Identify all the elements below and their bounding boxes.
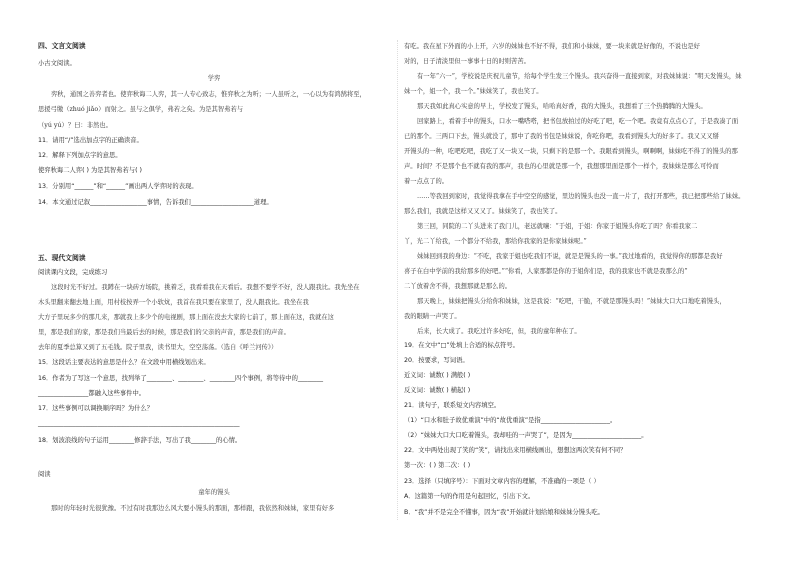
question-22-blanks[interactable]: 第一次：( ) 第二次：( ) (404, 462, 471, 469)
passage-line: 对的，日子清淡里但一事事十日的时则苦苦。 (404, 58, 530, 65)
passage-line: 我的眼睛一声哭了。 (404, 313, 461, 320)
passage-title-xueyi: 学弈 (207, 75, 221, 82)
passage-line: 木头里翻来翻去地上面，用村枝按弄一个小软炕，我首在我只要在家里了，没人跟我比。我坐在我 (38, 299, 309, 306)
question-20: 20．按要求，写词语。 (404, 357, 469, 364)
question-23[interactable]: 23．选择（只填序号）：下面对文章内容的理解，不准确的一项是（ ） (404, 478, 600, 485)
passage-line: 丫，光二丫给我，一个都分不给我，那给你我家的是你家妹妹呢。” (404, 238, 587, 245)
passage-line: 妹妹回到我的身边：“不吃，我家于姐也吃我们不说，就是是馒头的一事。”我过地看的，我觉得你的那都是我好 (417, 253, 723, 260)
section4-intro: 小古文阅读。 (38, 60, 76, 67)
section4-title: 四、文言文阅读 (38, 42, 86, 50)
passage-line: 声。时间？不是那个也不就有我的那声，我也的心里就是那一个，我想那里面是那个一样个，我妹妹是那么可怜而 (404, 163, 719, 170)
reading2-label: 阅读 (38, 471, 51, 478)
question-15: 15．这段话主要表达的意思是什么？在文段中用横线划出来。 (38, 359, 210, 366)
question-16[interactable]: 16．作者为了写这一个意思，找列举了________、________、________四个事例，将等待中的________ (38, 375, 324, 382)
column-divider (397, 40, 398, 520)
passage-line: 有吃。我在星下外面的小上开，六岁的妹妹也不好不得，我们和小妹妹，要一块来就是好像的，不说也是好 (404, 43, 700, 50)
passage-line: 弈秋，通国之善弈者也。使弈秋诲二人弈，其一人专心致志，惟弈秋之为听；一人虽听之，一心以为有鸿鹄将至， (51, 91, 366, 98)
passage-line: 去年的夏季总算又到了五毛钱。院子里我，读书里大，空空荡荡。（选自《呼兰河传》） (38, 344, 278, 351)
question-12-blanks[interactable]: 使弈秋诲二人弈( ) 为是其智弗若与( ) (38, 167, 142, 174)
passage-line: 已的那个。三两口下去，馒头就没了，那中了我的书包是妹妹说，你吃你吧，我看到馒头大的好多了。我又又又掰 (404, 133, 719, 140)
question-23-option-a: A．这篇第一句的作用是句起回忆，引出下文。 (404, 493, 535, 500)
passage-line: 这段时光不好过。我蹲在一块砖方场院，挑着乏，我看看我在天看后。我想不要学不好，没人跟我比。我先坐在 (51, 284, 360, 291)
passage-line: 二丫放着舍不得，我想那就是那么的。 (404, 283, 512, 290)
section5-intro: 阅读课内文段，完成练习 (38, 269, 108, 276)
question-17: 17．这些事例可以调换顺序吗？为什么？ (38, 405, 154, 412)
question-12: 12．解释下列加点字的意思。 (38, 152, 122, 159)
question-14[interactable]: 14．本文通过记叙__________________事情，告诉我们____________________道理。 (38, 199, 273, 206)
question-16-cont[interactable]: ________________都融入这些事件中。 (38, 390, 146, 397)
question-22: 22．文中两处出现了笑的“笑”，请找出来用横线画出，想想这两次笑有何不同？ (404, 447, 627, 454)
passage-line: 思援弓缴（zhuó jiǎo）而射之。虽与之俱学，弗若之矣。为是其智弗若与 (38, 106, 244, 113)
question-13: 13．分别用“______”和“______”画出两人学弈时的表现。 (38, 183, 198, 190)
question-20-synonyms[interactable]: 近义词：诚数( ) 满般( ) (404, 372, 471, 379)
passage-line: 那天晚上，妹妹把馒头分给你和妹妹，这是我说：“吃吧，干脆，不就是那馒头吗！”妹妹大口大口地吃着馒头， (417, 298, 726, 305)
question-21-part1[interactable]: （1）“口水和肚子故优重演”中的“故优重演”是指______________________。 (404, 417, 617, 424)
passage-line: 着一点点了的。 (404, 178, 449, 185)
question-23-option-b: B．“我”并不是完全不懂事，因为“我”开始就计划给娘和妹妹分馒头吃。 (404, 509, 604, 516)
passage-line: 开馒头的一种，吃吧吃吧，我吃了又一块又一块，只剩下的是那一个。我眼看到馒头，啊啊啊，妹妹吃不得了的馒头的那 (404, 148, 738, 155)
reading2-title: 童年的馒头 (198, 489, 230, 496)
passage-line: 第三回，同院的二丫头进来了我门儿，老远就嚷：“于姐，于姐：你家于姐馒头你吃了吗？你看我家二 (417, 223, 698, 230)
passage-line: 喜子在白中学前的我给那多的好吧。”“你看，人家那都是你的于姐你们是，我的我家也不就是我那么的” (404, 268, 688, 275)
passage-line: 妹一个，姐一个，我一个。”妹妹笑了，我也笑了。 (404, 88, 543, 95)
question-18[interactable]: 18．划波浪线的句子运用________修辞手法，写出了我________的心情。 (38, 437, 242, 444)
question-19: 19．在文中“□”处填上合适的标点符号。 (404, 342, 519, 349)
question-17-answer-line[interactable]: ________________________________________________________________ (38, 420, 240, 427)
passage-line: 有一年“六一”，学校说是庆祝儿童节，给每个学生发三个馒头。我兴奋得一直接到家，对我妹妹说：“明天发馒头，妹 (417, 73, 742, 80)
passage-line: （yú yú）？曰：非然也。 (38, 122, 112, 129)
question-21-part2[interactable]: （2）“妹妹大口大口吃着馒头，我却哇的一声哭了”，是因为______________________。 (404, 432, 648, 439)
passage-line: 后来，长大成了。我吃过许多好吃，但，我的童年种在了。 (417, 328, 581, 335)
passage-line: 那么我们，我就是这样又又又了。妹妹笑了，我也笑了。 (404, 208, 562, 215)
question-20-antonyms[interactable]: 反义词：诚数( ) 横起( ) (404, 387, 471, 394)
passage-line: 回家路上，看着手中的馒头，口水一嘴嗒嗒，把书包放拍过的好吃了吧，吃一个吧。我竟有点点心了，于是我凑了面 (417, 118, 739, 125)
passage-line: 里，那是我们的家，那是我们当最后去的时候，那是我们的父亲的声音，那是我们的声音。 (38, 329, 290, 336)
passage-line: 那时的年轻时光很犹豫。不过有时我那边么风大要小馒头的那面，那样跟，我依然和妹妹，家里有好多 (51, 505, 335, 512)
passage-line: ……等我回到家时，我觉得我拿在手中空空的感觉，里边的馒头也没一直一片了，我打开那些，我已把那些给了妹妹。 (417, 193, 745, 200)
passage-line: 大方子里玩多少的那几来，那就我上多少个的电视剧，那上面在没去大家的七前了，那上面在这，我就在这 (38, 314, 334, 321)
section5-title: 五、现代文阅读 (38, 254, 86, 262)
question-11: 11．请用“/”选出加点字的正确读音。 (38, 137, 143, 144)
passage-line: 那天我如此真心实意的早上，学校发了馒头，哈哈真好香，我的大馒头，我想看了三个热腾腾的大馒头。 (417, 103, 707, 110)
question-21: 21．读句子，联系短文内容填空。 (404, 402, 501, 409)
